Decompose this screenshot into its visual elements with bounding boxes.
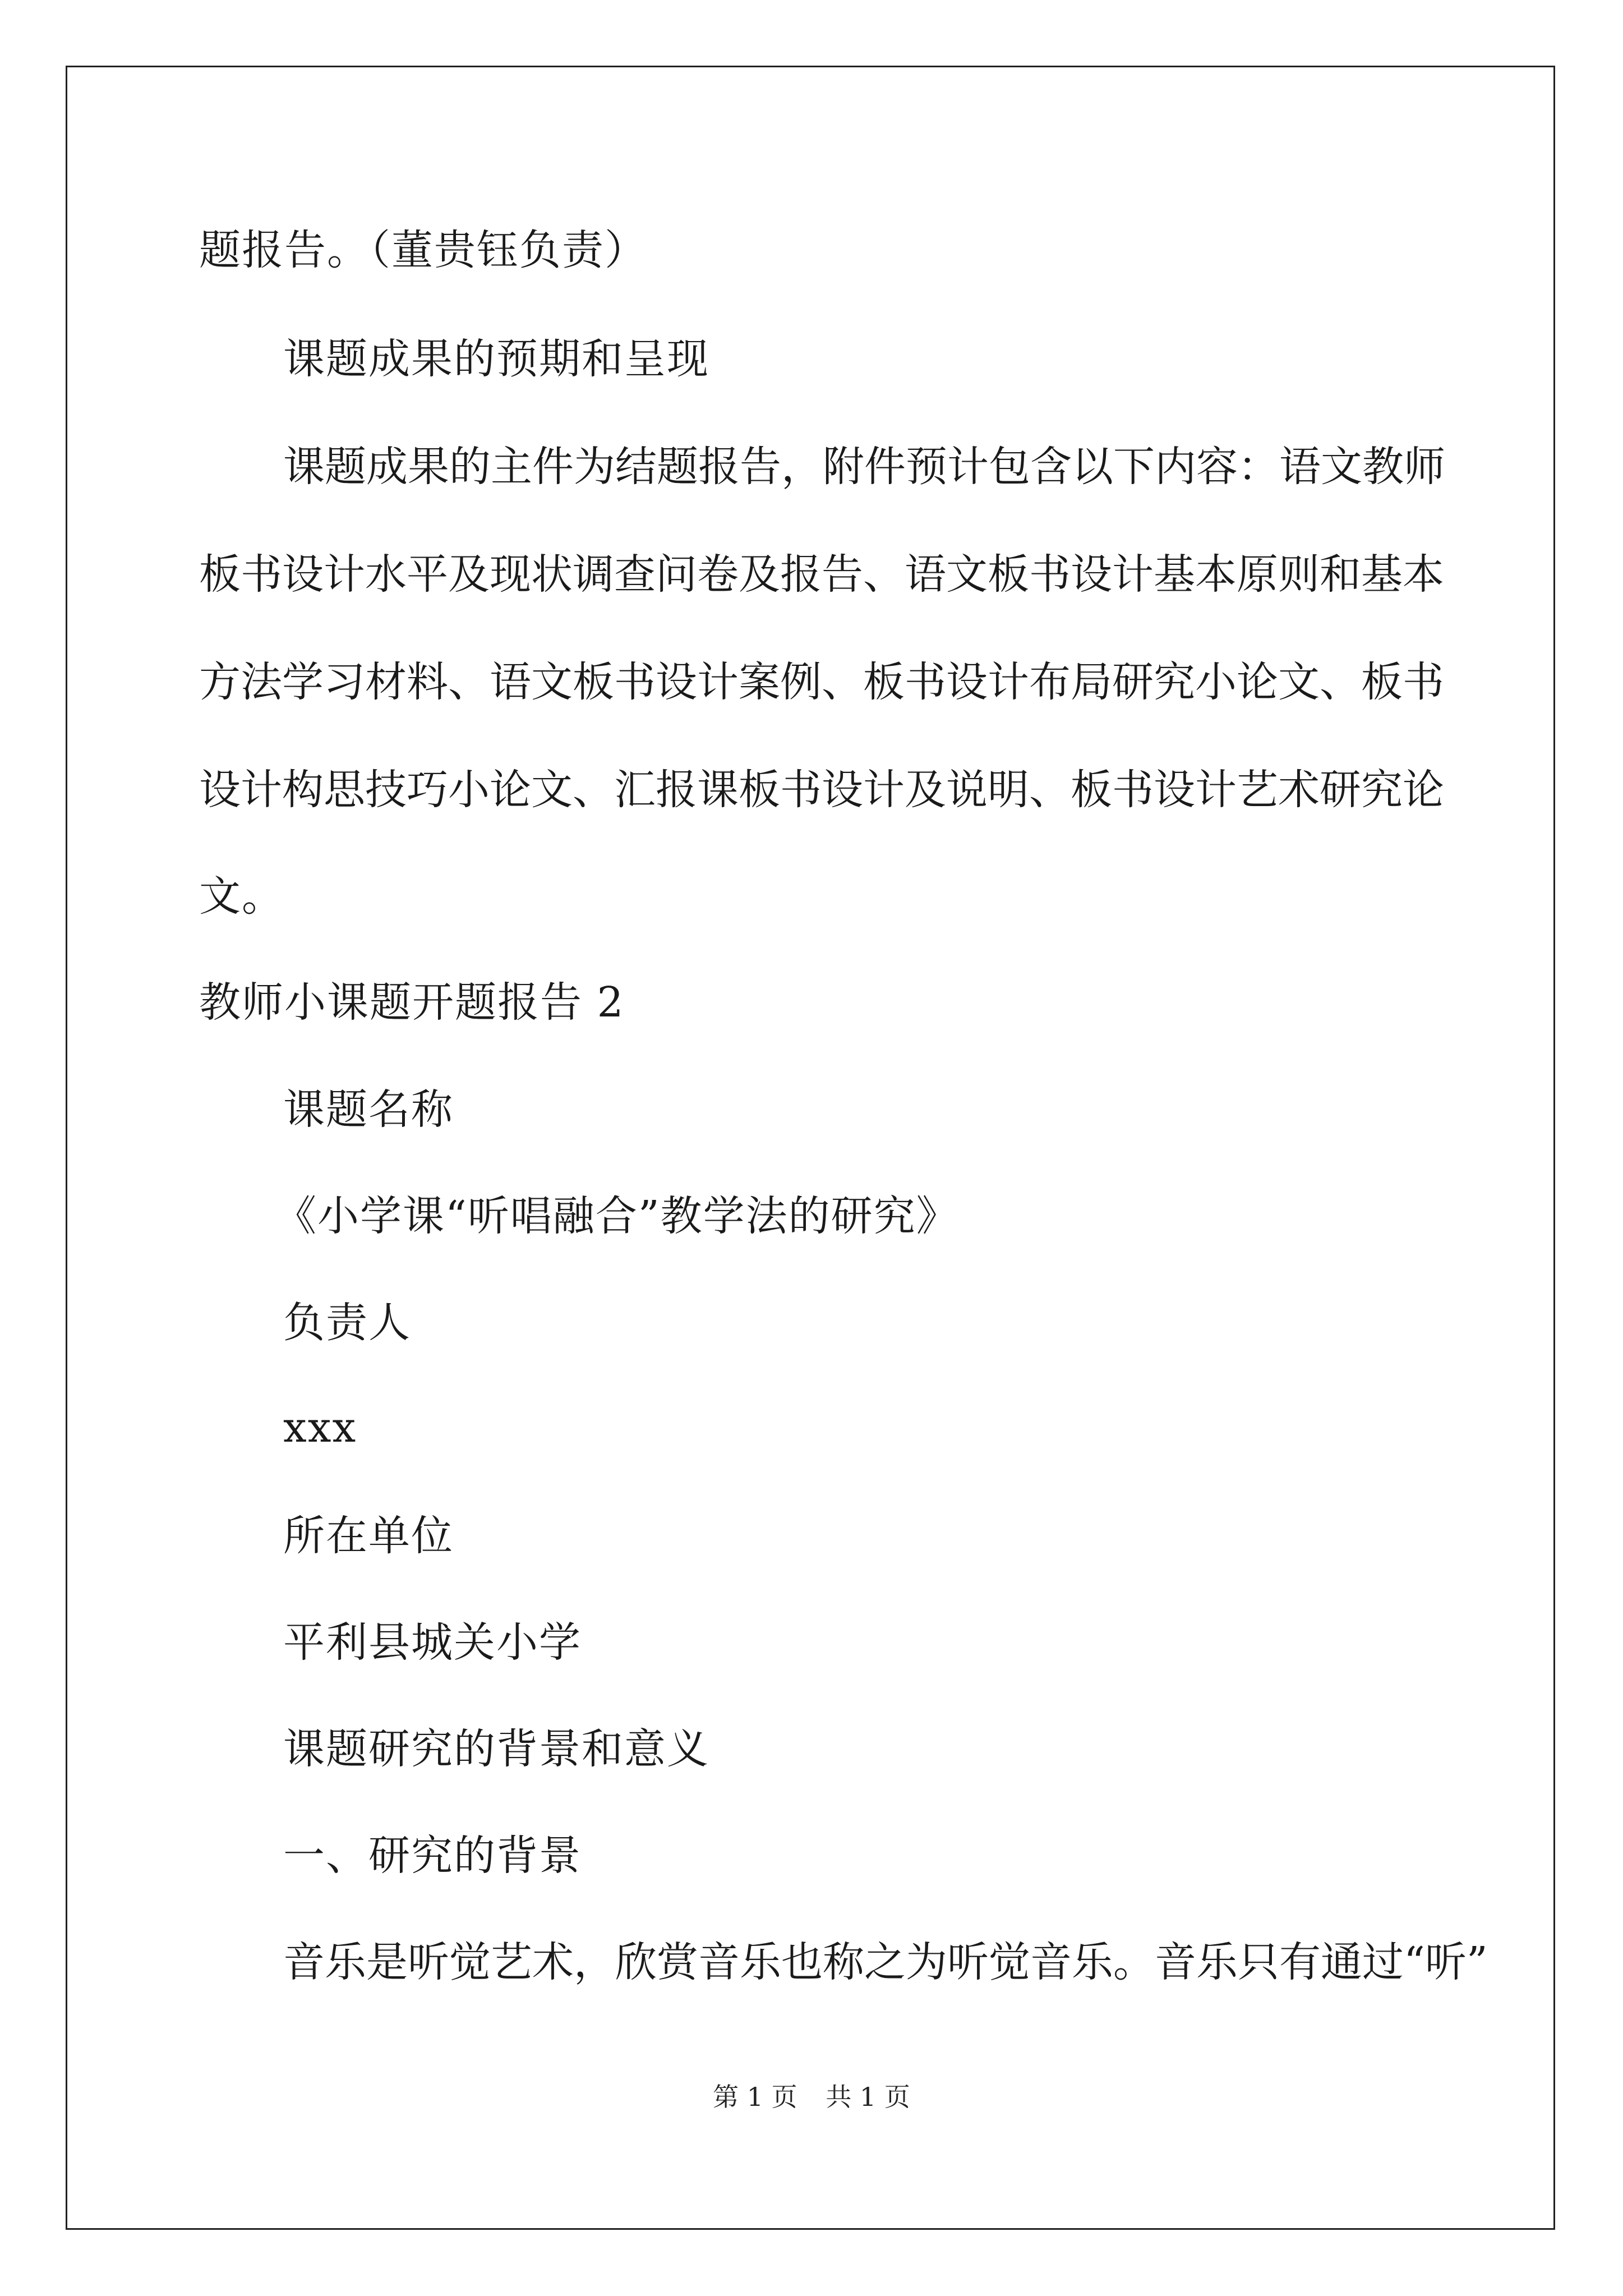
section-heading: 课题成果的预期和呈现 — [283, 335, 709, 383]
field-value: 平利县城关小学 — [283, 1618, 582, 1667]
paragraph-line: 音乐是听觉艺术，欣赏音乐也称之为听觉音乐。音乐只有通过“听” — [283, 1938, 1488, 1986]
section-heading: 课题研究的背景和意义 — [283, 1725, 709, 1773]
paragraph-line: 设计构思技巧小论文、汇报课板书设计及说明、板书设计艺术研究论 — [199, 766, 1444, 814]
field-value: 《小学课“听唱融合”教学法的研究》 — [275, 1192, 959, 1240]
field-value: xxx — [283, 1404, 357, 1452]
text-line: 题报告。（董贵钰负责） — [199, 226, 647, 274]
paragraph-line: 板书设计水平及现状调查问卷及报告、语文板书设计基本原则和基本 — [199, 550, 1444, 599]
page-number: 第 1 页 — [713, 2082, 797, 2112]
paragraph-line: 课题成果的主件为结题报告，附件预计包含以下内容：语文教师 — [283, 443, 1445, 491]
field-label: 负责人 — [283, 1299, 411, 1347]
section-heading: 一、研究的背景 — [283, 1832, 582, 1880]
document-title: 教师小课题开题报告 2 — [199, 978, 625, 1027]
paragraph-line: 方法学习材料、语文板书设计案例、板书设计布局研究小论文、板书 — [199, 658, 1444, 706]
paragraph-line: 文。 — [199, 872, 284, 921]
field-label: 所在单位 — [283, 1512, 454, 1560]
page-footer — [0, 2080, 1623, 2114]
page-border — [66, 66, 1555, 2230]
page-total: 共 1 页 — [826, 2082, 910, 2112]
field-label: 课题名称 — [283, 1085, 454, 1134]
